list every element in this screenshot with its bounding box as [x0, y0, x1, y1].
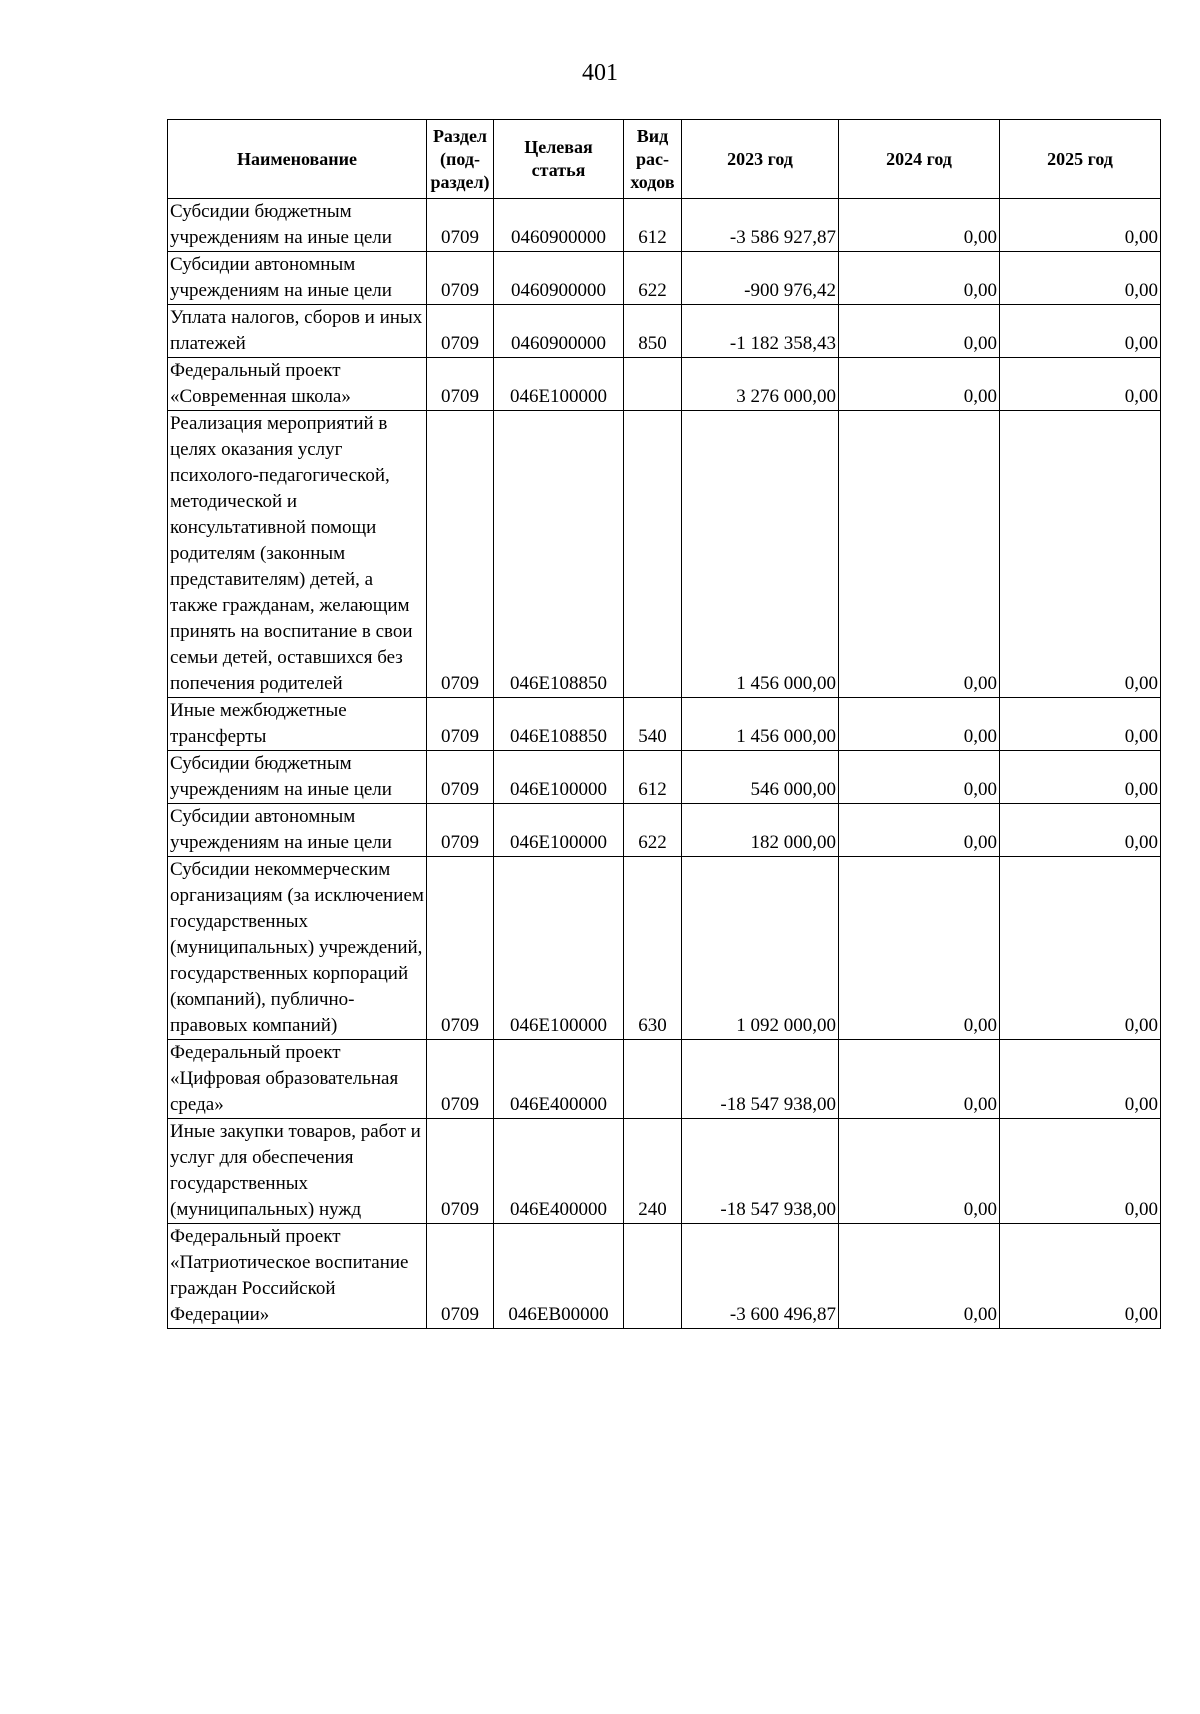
- cell-2024: 0,00: [839, 305, 1000, 358]
- cell-section: 0709: [427, 698, 494, 751]
- cell-target: 0460900000: [494, 199, 624, 252]
- cell-2025: 0,00: [1000, 305, 1161, 358]
- cell-2025: 0,00: [1000, 804, 1161, 857]
- cell-kind: [624, 358, 682, 411]
- cell-2023: -3 586 927,87: [682, 199, 839, 252]
- header-target: Целевая статья: [494, 120, 624, 199]
- cell-name: Уплата налогов, сборов и иных платежей: [168, 305, 427, 358]
- cell-2024: 0,00: [839, 751, 1000, 804]
- cell-2025: 0,00: [1000, 1040, 1161, 1119]
- header-name: Наименование: [168, 120, 427, 199]
- cell-section: 0709: [427, 358, 494, 411]
- cell-2023: 1 456 000,00: [682, 411, 839, 698]
- cell-target: 046Е100000: [494, 857, 624, 1040]
- cell-2025: 0,00: [1000, 252, 1161, 305]
- cell-target: 046Е108850: [494, 411, 624, 698]
- cell-target: 046Е100000: [494, 804, 624, 857]
- cell-section: 0709: [427, 1040, 494, 1119]
- cell-2023: 1 456 000,00: [682, 698, 839, 751]
- cell-section: 0709: [427, 1119, 494, 1224]
- cell-target: 046Е400000: [494, 1040, 624, 1119]
- table-row: [168, 751, 1161, 804]
- cell-2024: 0,00: [839, 857, 1000, 1040]
- cell-target: 046ЕВ00000: [494, 1224, 624, 1329]
- cell-2024: 0,00: [839, 698, 1000, 751]
- cell-section: 0709: [427, 804, 494, 857]
- cell-2024: 0,00: [839, 358, 1000, 411]
- table-header-row: [168, 120, 1161, 199]
- cell-2025: 0,00: [1000, 358, 1161, 411]
- cell-2023: 1 092 000,00: [682, 857, 839, 1040]
- cell-name: Иные межбюджетные трансферты: [168, 698, 427, 751]
- cell-2025: 0,00: [1000, 1224, 1161, 1329]
- header-2023: 2023 год: [682, 120, 839, 199]
- cell-2024: 0,00: [839, 1224, 1000, 1329]
- cell-kind: 240: [624, 1119, 682, 1224]
- cell-target: 046Е400000: [494, 1119, 624, 1224]
- table-row: [168, 1040, 1161, 1119]
- cell-2024: 0,00: [839, 1040, 1000, 1119]
- cell-name: Субсидии автономным учреждениям на иные цели: [168, 804, 427, 857]
- cell-2025: 0,00: [1000, 411, 1161, 698]
- cell-2025: 0,00: [1000, 199, 1161, 252]
- table-row: [168, 252, 1161, 305]
- cell-kind: 612: [624, 751, 682, 804]
- cell-kind: 622: [624, 252, 682, 305]
- cell-kind: [624, 1040, 682, 1119]
- cell-2025: 0,00: [1000, 751, 1161, 804]
- cell-section: 0709: [427, 305, 494, 358]
- cell-target: 046Е100000: [494, 358, 624, 411]
- cell-2023: -18 547 938,00: [682, 1119, 839, 1224]
- cell-2023: -3 600 496,87: [682, 1224, 839, 1329]
- budget-table: [167, 119, 1161, 1329]
- cell-2024: 0,00: [839, 199, 1000, 252]
- page-number: 401: [582, 60, 618, 86]
- table-row: [168, 1224, 1161, 1329]
- cell-2023: 182 000,00: [682, 804, 839, 857]
- header-section: Раздел (под-раздел): [427, 120, 494, 199]
- cell-name: Федеральный проект «Патриотическое воспитание граждан Российской Федерации»: [168, 1224, 427, 1329]
- cell-kind: 630: [624, 857, 682, 1040]
- table-row: [168, 358, 1161, 411]
- cell-name: Иные закупки товаров, работ и услуг для обеспечения государственных (муниципальных) нужд: [168, 1119, 427, 1224]
- cell-2023: 3 276 000,00: [682, 358, 839, 411]
- cell-2024: 0,00: [839, 804, 1000, 857]
- cell-section: 0709: [427, 252, 494, 305]
- cell-kind: 622: [624, 804, 682, 857]
- table-row: [168, 305, 1161, 358]
- cell-name: Федеральный проект «Современная школа»: [168, 358, 427, 411]
- cell-name: Субсидии автономным учреждениям на иные цели: [168, 252, 427, 305]
- cell-kind: [624, 1224, 682, 1329]
- cell-section: 0709: [427, 199, 494, 252]
- cell-section: 0709: [427, 1224, 494, 1329]
- cell-2024: 0,00: [839, 1119, 1000, 1224]
- cell-name: Реализация мероприятий в целях оказания услуг психолого-педагогической, методической и консультативной помощи родителям (законным представителям) детей, а также гражданам, желающим принять на воспитание в свои семьи детей, оставшихся без попечения родителей: [168, 411, 427, 698]
- cell-2025: 0,00: [1000, 857, 1161, 1040]
- cell-target: 046Е108850: [494, 698, 624, 751]
- cell-target: 0460900000: [494, 305, 624, 358]
- table-row: [168, 199, 1161, 252]
- cell-2024: 0,00: [839, 411, 1000, 698]
- table-row: [168, 411, 1161, 698]
- header-2024: 2024 год: [839, 120, 1000, 199]
- cell-kind: 540: [624, 698, 682, 751]
- cell-name: Федеральный проект «Цифровая образовательная среда»: [168, 1040, 427, 1119]
- cell-target: 0460900000: [494, 252, 624, 305]
- cell-2023: -18 547 938,00: [682, 1040, 839, 1119]
- cell-name: Субсидии бюджетным учреждениям на иные цели: [168, 751, 427, 804]
- table-row: [168, 698, 1161, 751]
- cell-kind: 612: [624, 199, 682, 252]
- cell-section: 0709: [427, 751, 494, 804]
- cell-section: 0709: [427, 411, 494, 698]
- cell-kind: [624, 411, 682, 698]
- cell-2023: -1 182 358,43: [682, 305, 839, 358]
- cell-2025: 0,00: [1000, 698, 1161, 751]
- table-row: [168, 804, 1161, 857]
- header-2025: 2025 год: [1000, 120, 1161, 199]
- cell-section: 0709: [427, 857, 494, 1040]
- cell-2023: 546 000,00: [682, 751, 839, 804]
- header-kind: Вид рас-ходов: [624, 120, 682, 199]
- cell-kind: 850: [624, 305, 682, 358]
- cell-2024: 0,00: [839, 252, 1000, 305]
- table-row: [168, 857, 1161, 1040]
- cell-2025: 0,00: [1000, 1119, 1161, 1224]
- cell-name: Субсидии некоммерческим организациям (за исключением государственных (муниципальных) учреждений, государственных корпораций (компаний), публично-правовых компаний): [168, 857, 427, 1040]
- cell-2023: -900 976,42: [682, 252, 839, 305]
- cell-target: 046Е100000: [494, 751, 624, 804]
- cell-name: Субсидии бюджетным учреждениям на иные цели: [168, 199, 427, 252]
- table-row: [168, 1119, 1161, 1224]
